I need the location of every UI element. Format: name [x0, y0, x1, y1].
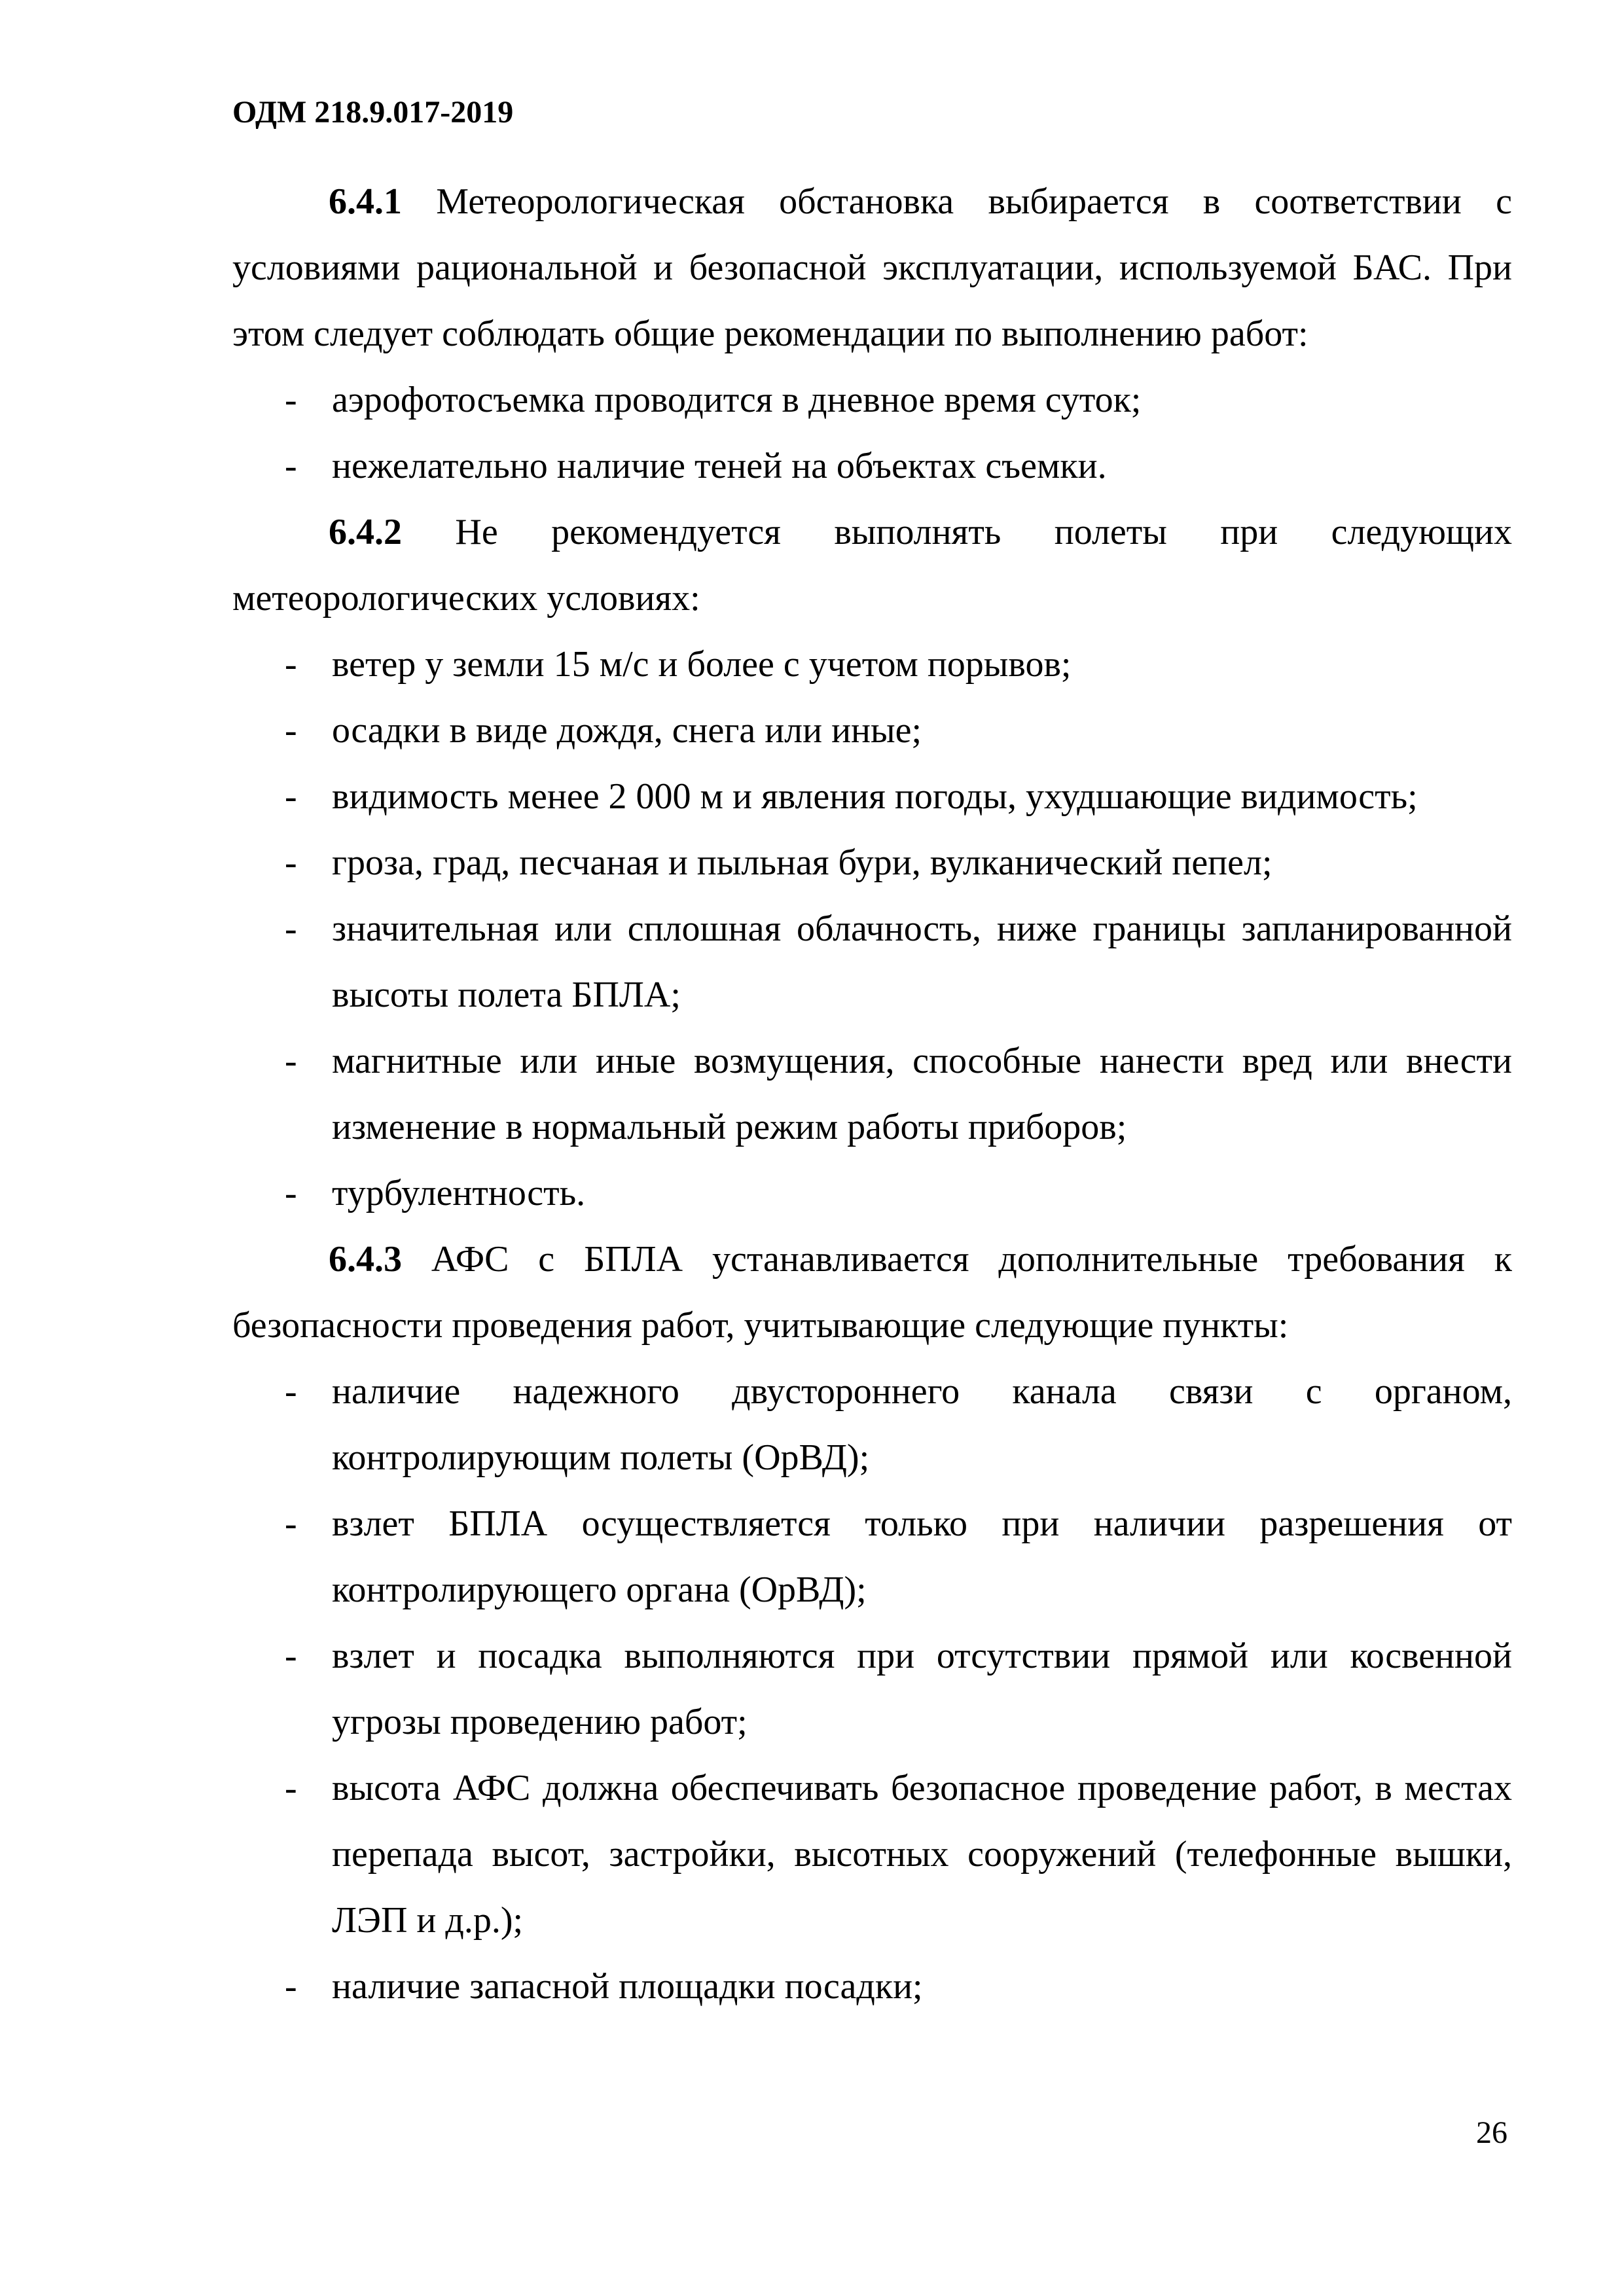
- list-dash: -: [285, 1503, 297, 1544]
- list-item: [232, 830, 1512, 896]
- section-number: 6.4.3: [329, 1239, 402, 1280]
- list-item: [232, 1623, 1512, 1755]
- list-item-text: видимость менее 2 000 м и явления погоды, ухудшающие видимость;: [332, 776, 1418, 817]
- section-text: АФС с БПЛА устанавливается дополнительные требования к безопасности проведения работ, учитывающие следующие пункты:: [232, 1239, 1512, 1346]
- list-item: [232, 367, 1512, 433]
- list-item: [232, 1160, 1512, 1227]
- list-item: [232, 1028, 1512, 1160]
- list-item-text: высота АФС должна обеспечивать безопасное проведение работ, в местах перепада высот, застройки, высотных сооружений (телефонные вышки, ЛЭП и д.р.);: [332, 1768, 1512, 1941]
- list-item-text: магнитные или иные возмущения, способные нанести вред или внести изменение в нормальный режим работы приборов;: [332, 1041, 1512, 1147]
- section-paragraph: [232, 169, 1512, 367]
- list-item: [232, 764, 1512, 830]
- list-item: [232, 632, 1512, 698]
- bullet-list: [232, 632, 1512, 1227]
- list-item-text: наличие надежного двустороннего канала связи с органом, контролирующим полеты (ОрВД);: [332, 1371, 1512, 1478]
- section-text: Метеорологическая обстановка выбирается в соответствии с условиями рациональной и безопасной эксплуатации, используемой БАС. При этом следует соблюдать общие рекомендации по выполнению работ:: [232, 181, 1512, 354]
- section-paragraph: [232, 1227, 1512, 1359]
- list-dash: -: [285, 446, 297, 486]
- list-item-text: взлет и посадка выполняются при отсутствии прямой или косвенной угрозы проведению работ;: [332, 1636, 1512, 1742]
- list-dash: -: [285, 1041, 297, 1081]
- section-number: 6.4.2: [329, 512, 402, 552]
- list-dash: -: [285, 776, 297, 817]
- bullet-list: [232, 1359, 1512, 2020]
- bullet-list: [232, 367, 1512, 499]
- list-dash: -: [285, 1371, 297, 1412]
- list-item-text: наличие запасной площадки посадки;: [332, 1966, 923, 2007]
- list-dash: -: [285, 908, 297, 949]
- section-text: Не рекомендуется выполнять полеты при следующих метеорологических условиях:: [232, 512, 1512, 619]
- list-dash: -: [285, 1966, 297, 2007]
- list-item-text: нежелательно наличие теней на объектах съемки.: [332, 446, 1107, 486]
- section-number: 6.4.1: [329, 181, 402, 222]
- list-item: [232, 1359, 1512, 1491]
- list-item: [232, 433, 1512, 499]
- list-item: [232, 698, 1512, 764]
- list-dash: -: [285, 842, 297, 883]
- list-item-text: ветер у земли 15 м/с и более с учетом порывов;: [332, 644, 1072, 685]
- document-code-header: ОДМ 218.9.017-2019: [232, 95, 514, 130]
- list-dash: -: [285, 380, 297, 420]
- list-item-text: значительная или сплошная облачность, ниже границы запланированной высоты полета БПЛА;: [332, 908, 1512, 1015]
- document-body: [232, 169, 1512, 2020]
- list-item: [232, 1954, 1512, 2020]
- list-item-text: аэрофотосъемка проводится в дневное время суток;: [332, 380, 1142, 420]
- section-paragraph: [232, 499, 1512, 632]
- list-dash: -: [285, 644, 297, 685]
- list-item-text: взлет БПЛА осуществляется только при наличии разрешения от контролирующего органа (ОрВД);: [332, 1503, 1512, 1610]
- list-dash: -: [285, 710, 297, 751]
- page-number: 26: [1476, 2115, 1507, 2150]
- list-dash: -: [285, 1636, 297, 1676]
- list-item: [232, 1755, 1512, 1954]
- list-item: [232, 1491, 1512, 1623]
- list-item-text: осадки в виде дождя, снега или иные;: [332, 710, 922, 751]
- list-item: [232, 896, 1512, 1028]
- list-dash: -: [285, 1768, 297, 1808]
- list-dash: -: [285, 1173, 297, 1213]
- list-item-text: гроза, град, песчаная и пыльная бури, вулканический пепел;: [332, 842, 1272, 883]
- list-item-text: турбулентность.: [332, 1173, 586, 1213]
